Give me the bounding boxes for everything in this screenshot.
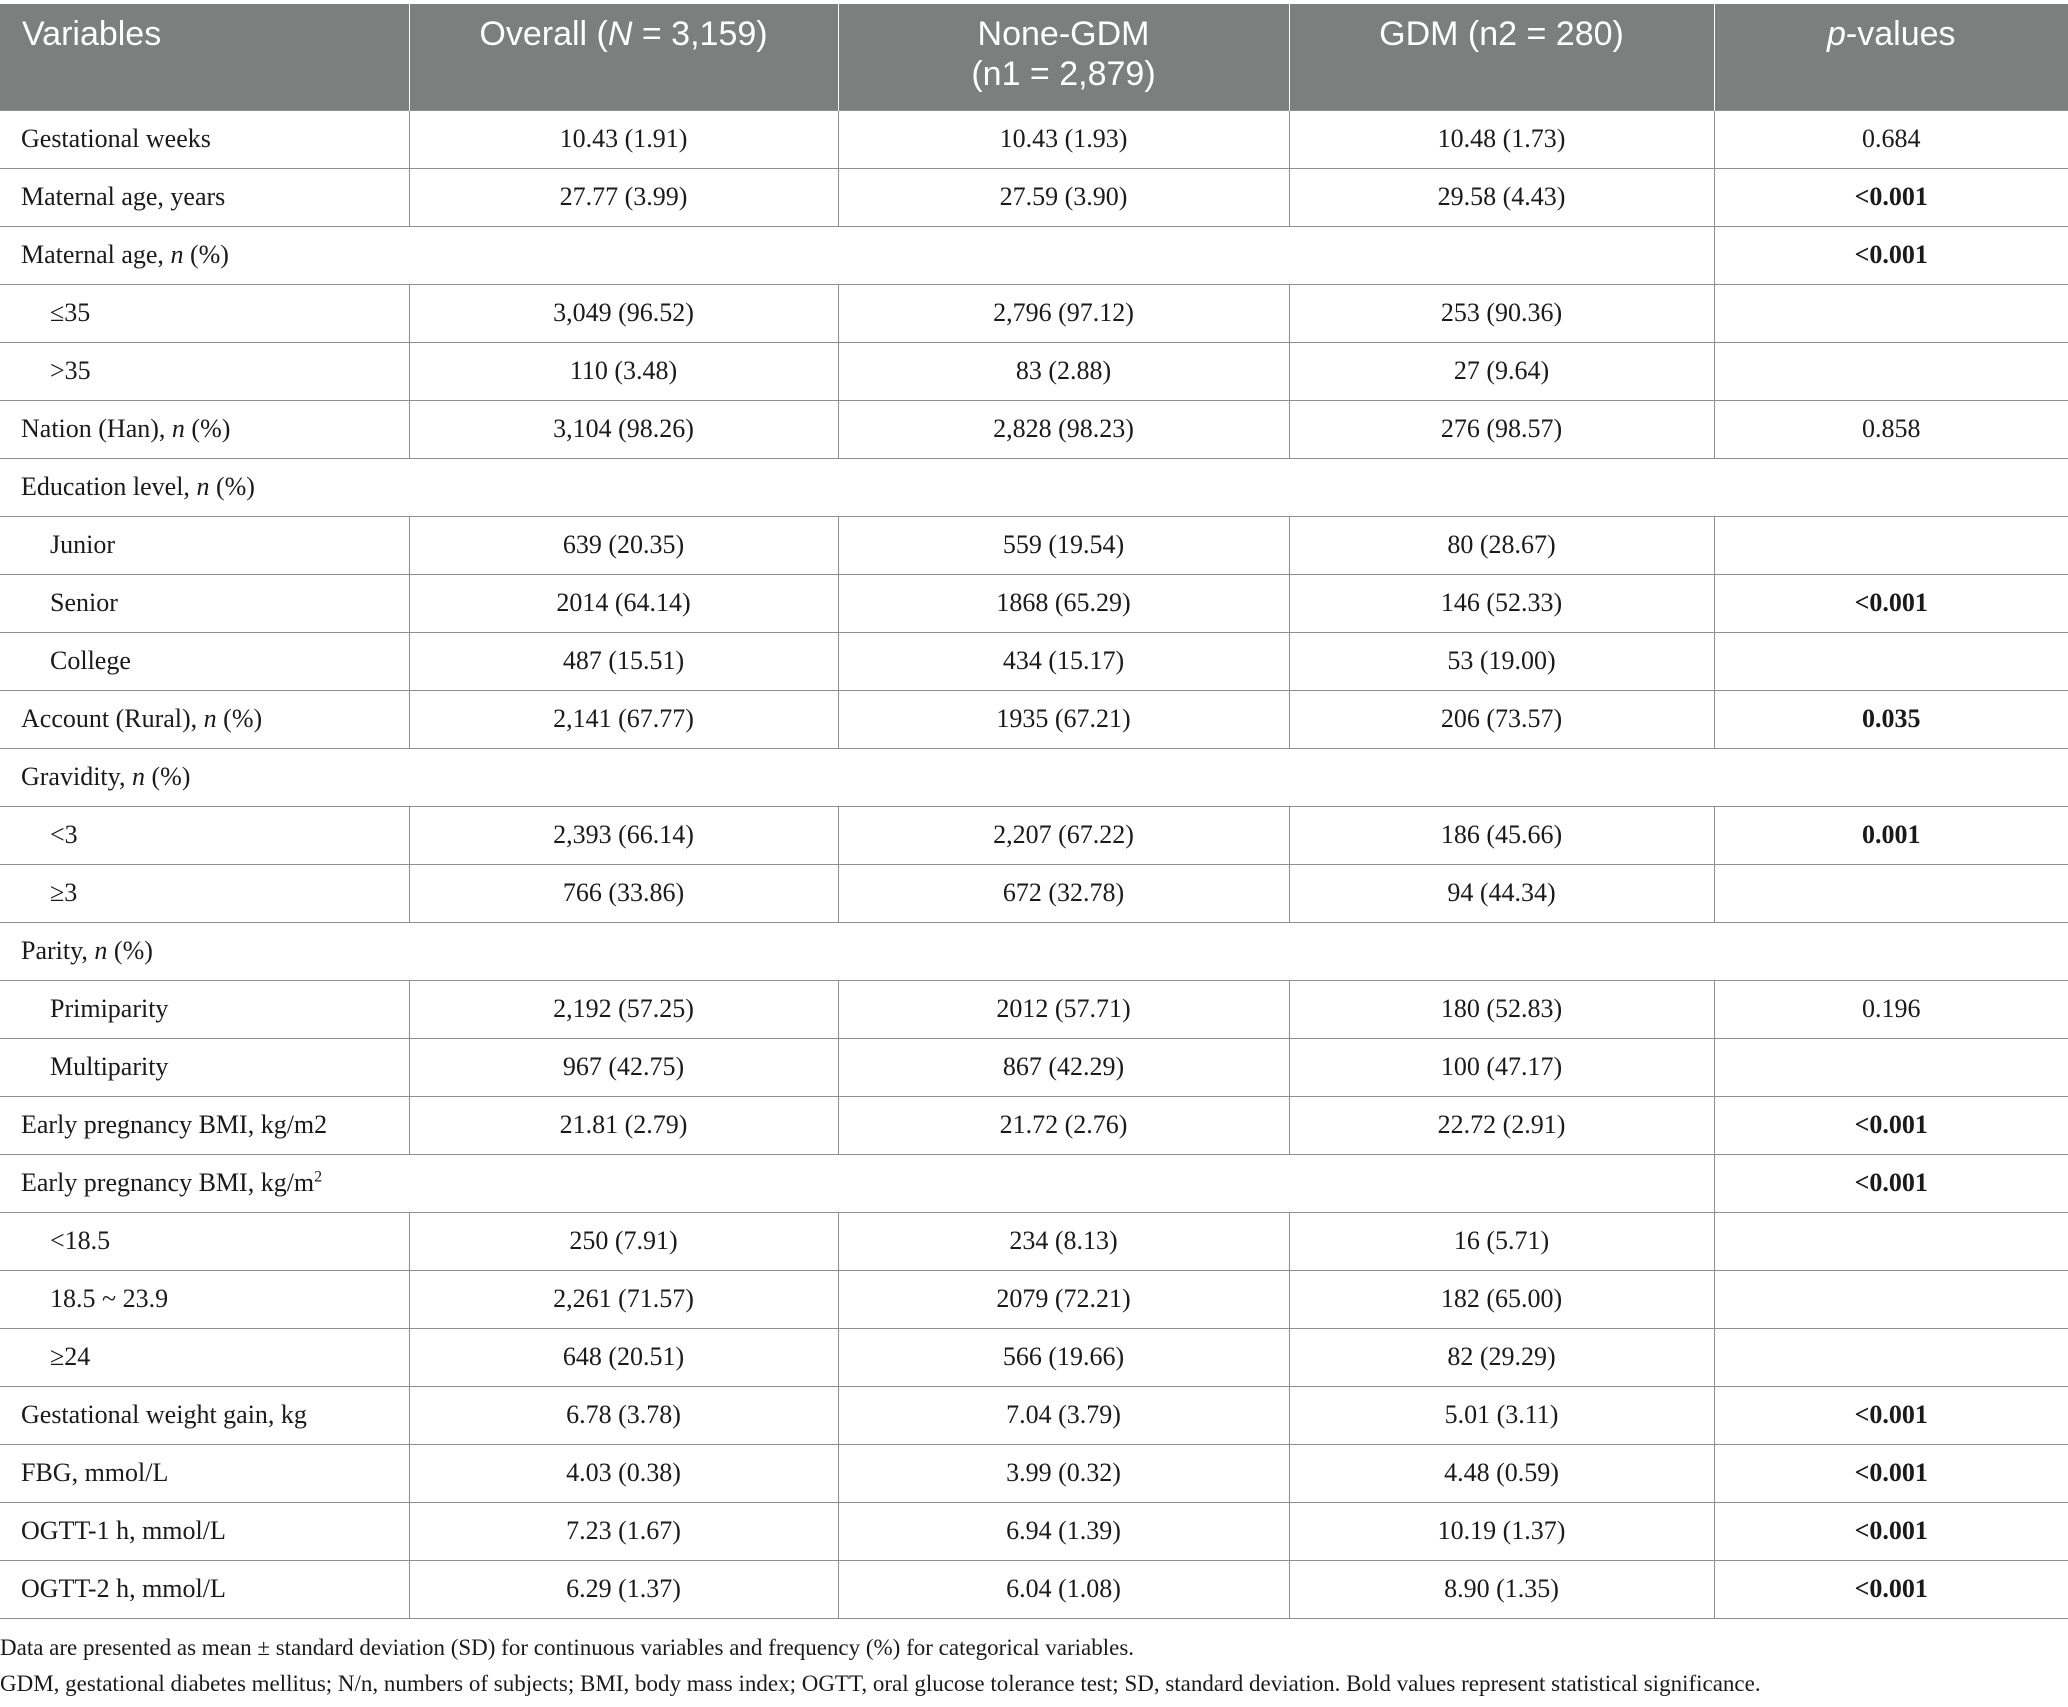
- table-row: [0, 1038, 2068, 1096]
- cell-overall: 648 (20.51): [409, 1328, 838, 1386]
- row-label: ≥24: [0, 1328, 409, 1386]
- row-label-n: n: [196, 472, 210, 501]
- row-label-n: n: [131, 762, 145, 791]
- cell-p-value: [1714, 1212, 2068, 1270]
- table-row: [0, 980, 2068, 1038]
- table-footnotes: [0, 1630, 2068, 1702]
- header-none-gdm-line1: None-GDM: [977, 15, 1150, 53]
- table-row: [0, 922, 2068, 980]
- row-label: 18.5 ~ 23.9: [0, 1270, 409, 1328]
- row-label-pct: (%): [144, 762, 191, 791]
- cell-p-value: <0.001: [1714, 1560, 2068, 1618]
- header-overall-prefix: Overall (: [479, 15, 608, 53]
- cell-p-value: <0.001: [1714, 1502, 2068, 1560]
- row-label: Maternal age, years: [0, 168, 409, 226]
- row-label: Gestational weight gain, kg: [0, 1386, 409, 1444]
- cell-none-gdm: 3.99 (0.32): [838, 1444, 1289, 1502]
- row-label: College: [0, 632, 409, 690]
- row-label-n: n: [170, 240, 184, 269]
- table-row: [0, 1328, 2068, 1386]
- cell-p-value: <0.001: [1714, 1096, 2068, 1154]
- table-row: [0, 284, 2068, 342]
- header-p-values: [1714, 4, 2068, 110]
- cell-p-value: <0.001: [1714, 1154, 2068, 1212]
- cell-overall: 7.23 (1.67): [409, 1502, 838, 1560]
- cell-gdm: 146 (52.33): [1289, 574, 1714, 632]
- cell-gdm: 94 (44.34): [1289, 864, 1714, 922]
- cell-p-value: 0.196: [1714, 980, 2068, 1038]
- cell-p-value: [1714, 342, 2068, 400]
- cell-gdm: 29.58 (4.43): [1289, 168, 1714, 226]
- table-row: [0, 1270, 2068, 1328]
- row-label-pct: (%): [107, 936, 153, 965]
- header-p-italic: p: [1826, 15, 1846, 53]
- row-label: ≤35: [0, 284, 409, 342]
- cell-gdm: 27 (9.64): [1289, 342, 1714, 400]
- table-header: [0, 4, 2068, 110]
- table-row: [0, 1096, 2068, 1154]
- table-row: [0, 342, 2068, 400]
- table-row: [0, 748, 2068, 806]
- header-none-gdm-line2: (n1 = 2,879): [971, 55, 1156, 93]
- row-label-text: Early pregnancy BMI, kg/m: [21, 1168, 315, 1197]
- footnote-abbreviations: GDM, gestational diabetes mellitus; N/n, numbers of subjects; BMI, body mass index; OGTT, oral glucose tolerance test; SD, standard deviation. Bold values represent statistical significance.: [0, 1671, 1761, 1696]
- row-label-pct: (%): [209, 472, 255, 501]
- cell-overall: 4.03 (0.38): [409, 1444, 838, 1502]
- cell-none-gdm: 2,828 (98.23): [838, 400, 1289, 458]
- cell-none-gdm: 10.43 (1.93): [838, 110, 1289, 168]
- row-label: Multiparity: [0, 1038, 409, 1096]
- table-body: [0, 110, 2068, 1618]
- header-overall-suffix: = 3,159): [632, 15, 768, 53]
- cell-none-gdm: 2,207 (67.22): [838, 806, 1289, 864]
- data-table: [0, 4, 2068, 1619]
- row-label-n: n: [203, 704, 217, 733]
- cell-p-value: 0.035: [1714, 690, 2068, 748]
- cell-overall: 10.43 (1.91): [409, 110, 838, 168]
- cell-overall: 2,141 (67.77): [409, 690, 838, 748]
- row-label: [0, 748, 2068, 806]
- header-row: [0, 4, 2068, 110]
- cell-none-gdm: 6.94 (1.39): [838, 1502, 1289, 1560]
- row-label: ≥3: [0, 864, 409, 922]
- cell-p-value: <0.001: [1714, 1386, 2068, 1444]
- cell-gdm: 180 (52.83): [1289, 980, 1714, 1038]
- cell-gdm: 253 (90.36): [1289, 284, 1714, 342]
- cell-gdm: 53 (19.00): [1289, 632, 1714, 690]
- cell-none-gdm: 566 (19.66): [838, 1328, 1289, 1386]
- cell-none-gdm: 2012 (57.71): [838, 980, 1289, 1038]
- row-label: [0, 226, 1714, 284]
- cell-gdm: 5.01 (3.11): [1289, 1386, 1714, 1444]
- row-label-n: n: [94, 936, 108, 965]
- cell-none-gdm: 27.59 (3.90): [838, 168, 1289, 226]
- cell-p-value: <0.001: [1714, 168, 2068, 226]
- row-label-n: n: [171, 414, 185, 443]
- row-label-pct: (%): [216, 704, 263, 733]
- cell-p-value: <0.001: [1714, 1444, 2068, 1502]
- cell-p-value: [1714, 864, 2068, 922]
- cell-overall: 6.78 (3.78): [409, 1386, 838, 1444]
- row-label: Junior: [0, 516, 409, 574]
- cell-p-value: [1714, 516, 2068, 574]
- cell-p-value: [1714, 632, 2068, 690]
- table-row: [0, 458, 2068, 516]
- cell-gdm: 80 (28.67): [1289, 516, 1714, 574]
- header-variables: [0, 4, 409, 110]
- row-label: Early pregnancy BMI, kg/m2: [0, 1096, 409, 1154]
- table-row: [0, 806, 2068, 864]
- row-label: [0, 922, 2068, 980]
- cell-gdm: 10.19 (1.37): [1289, 1502, 1714, 1560]
- row-label: FBG, mmol/L: [0, 1444, 409, 1502]
- table-row: [0, 864, 2068, 922]
- header-p-suffix: -values: [1845, 15, 1956, 53]
- header-overall-n: N: [607, 15, 633, 53]
- table-row: [0, 516, 2068, 574]
- cell-gdm: 10.48 (1.73): [1289, 110, 1714, 168]
- table-row: [0, 1154, 2068, 1212]
- table-row: [0, 1212, 2068, 1270]
- cell-overall: 639 (20.35): [409, 516, 838, 574]
- row-label: [0, 1154, 1714, 1212]
- cell-overall: 110 (3.48): [409, 342, 838, 400]
- header-overall: [409, 4, 838, 110]
- row-label: OGTT-1 h, mmol/L: [0, 1502, 409, 1560]
- header-none-gdm: [838, 4, 1289, 110]
- row-label-superscript: 2: [314, 1168, 323, 1186]
- cell-gdm: 82 (29.29): [1289, 1328, 1714, 1386]
- cell-none-gdm: 21.72 (2.76): [838, 1096, 1289, 1154]
- baseline-characteristics-table: [0, 4, 2068, 1619]
- cell-gdm: 22.72 (2.91): [1289, 1096, 1714, 1154]
- footnote-data-presentation: Data are presented as mean ± standard deviation (SD) for continuous variables and frequency (%) for categorical variables.: [0, 1635, 1135, 1660]
- cell-none-gdm: 6.04 (1.08): [838, 1560, 1289, 1618]
- cell-p-value: [1714, 284, 2068, 342]
- row-label-text: Gravidity,: [21, 762, 132, 791]
- cell-overall: 3,049 (96.52): [409, 284, 838, 342]
- table-row: [0, 690, 2068, 748]
- cell-gdm: 100 (47.17): [1289, 1038, 1714, 1096]
- table-row: [0, 400, 2068, 458]
- cell-none-gdm: 1935 (67.21): [838, 690, 1289, 748]
- cell-none-gdm: 559 (19.54): [838, 516, 1289, 574]
- cell-none-gdm: 1868 (65.29): [838, 574, 1289, 632]
- cell-none-gdm: 867 (42.29): [838, 1038, 1289, 1096]
- cell-overall: 250 (7.91): [409, 1212, 838, 1270]
- cell-none-gdm: 2,796 (97.12): [838, 284, 1289, 342]
- cell-overall: 2014 (64.14): [409, 574, 838, 632]
- cell-p-value: [1714, 1038, 2068, 1096]
- row-label: <18.5: [0, 1212, 409, 1270]
- table-row: [0, 574, 2068, 632]
- row-label: Gestational weeks: [0, 110, 409, 168]
- row-label-text: Account (Rural),: [21, 704, 204, 733]
- cell-p-value: 0.001: [1714, 806, 2068, 864]
- cell-overall: 2,192 (57.25): [409, 980, 838, 1038]
- cell-p-value: [1714, 1328, 2068, 1386]
- row-label: Senior: [0, 574, 409, 632]
- cell-none-gdm: 672 (32.78): [838, 864, 1289, 922]
- row-label-pct: (%): [184, 414, 231, 443]
- row-label: [0, 400, 409, 458]
- cell-p-value: [1714, 1270, 2068, 1328]
- row-label-pct: (%): [183, 240, 229, 269]
- cell-p-value: 0.858: [1714, 400, 2068, 458]
- row-label: [0, 690, 409, 748]
- cell-overall: 2,393 (66.14): [409, 806, 838, 864]
- row-label: Primiparity: [0, 980, 409, 1038]
- row-label-text: Parity,: [21, 936, 95, 965]
- row-label: <3: [0, 806, 409, 864]
- cell-p-value: <0.001: [1714, 574, 2068, 632]
- cell-p-value: <0.001: [1714, 226, 2068, 284]
- cell-gdm: 16 (5.71): [1289, 1212, 1714, 1270]
- header-gdm-label: GDM (n2 = 280): [1379, 15, 1624, 53]
- cell-none-gdm: 7.04 (3.79): [838, 1386, 1289, 1444]
- row-label: OGTT-2 h, mmol/L: [0, 1560, 409, 1618]
- cell-overall: 2,261 (71.57): [409, 1270, 838, 1328]
- table-row: [0, 1444, 2068, 1502]
- cell-gdm: 186 (45.66): [1289, 806, 1714, 864]
- cell-overall: 21.81 (2.79): [409, 1096, 838, 1154]
- cell-gdm: 8.90 (1.35): [1289, 1560, 1714, 1618]
- cell-overall: 6.29 (1.37): [409, 1560, 838, 1618]
- cell-gdm: 276 (98.57): [1289, 400, 1714, 458]
- cell-gdm: 206 (73.57): [1289, 690, 1714, 748]
- cell-overall: 487 (15.51): [409, 632, 838, 690]
- cell-overall: 27.77 (3.99): [409, 168, 838, 226]
- table-row: [0, 110, 2068, 168]
- header-variables-label: Variables: [22, 15, 162, 53]
- cell-none-gdm: 83 (2.88): [838, 342, 1289, 400]
- row-label: [0, 458, 2068, 516]
- header-gdm: [1289, 4, 1714, 110]
- cell-gdm: 182 (65.00): [1289, 1270, 1714, 1328]
- cell-p-value: 0.684: [1714, 110, 2068, 168]
- table-row: [0, 226, 2068, 284]
- row-label: >35: [0, 342, 409, 400]
- cell-gdm: 4.48 (0.59): [1289, 1444, 1714, 1502]
- cell-none-gdm: 234 (8.13): [838, 1212, 1289, 1270]
- cell-overall: 766 (33.86): [409, 864, 838, 922]
- row-label-text: Education level,: [21, 472, 197, 501]
- row-label-text: Maternal age,: [21, 240, 171, 269]
- table-row: [0, 1502, 2068, 1560]
- table-row: [0, 168, 2068, 226]
- table-row: [0, 1560, 2068, 1618]
- cell-none-gdm: 2079 (72.21): [838, 1270, 1289, 1328]
- cell-overall: 967 (42.75): [409, 1038, 838, 1096]
- cell-none-gdm: 434 (15.17): [838, 632, 1289, 690]
- table-row: [0, 1386, 2068, 1444]
- table-row: [0, 632, 2068, 690]
- cell-overall: 3,104 (98.26): [409, 400, 838, 458]
- row-label-text: Nation (Han),: [21, 414, 172, 443]
